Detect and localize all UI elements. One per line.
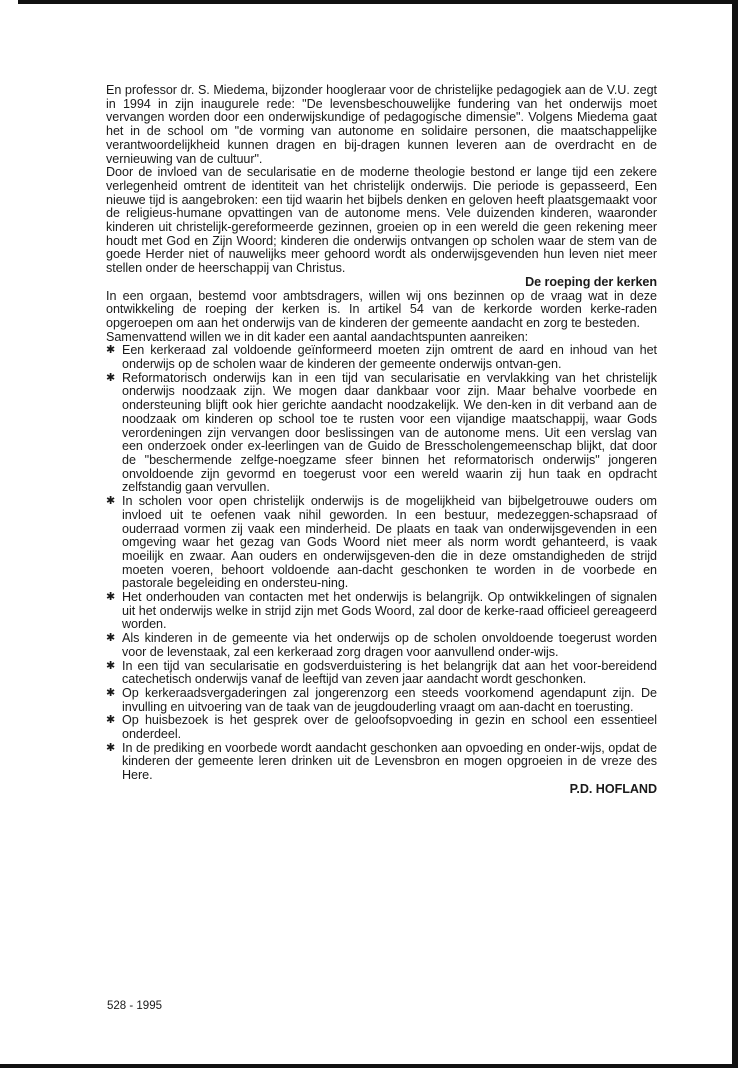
scan-edge-bottom xyxy=(0,1064,738,1068)
section-paragraph: In een orgaan, bestemd voor ambtsdragers, willen wij ons bezinnen op de vraag wat in deze ontwikkeling de roeping der kerken is. In artikel 54 van de kerkorde worden kerke-raden opgeroepen om aan het onderwijs van de kinderen der gemeente aandacht en zorg te besteden. xyxy=(106,288,657,330)
list-item xyxy=(106,372,657,495)
asterisk-bullet-icon: ✱ xyxy=(106,741,116,754)
list-item-text: In een tijd van secularisatie en godsverduistering is het belangrijk dat aan het voor-bereidend catechetisch onderwijs vanaf de leeftijd van zeven jaar aandacht wordt geschonken. xyxy=(122,658,657,687)
asterisk-bullet-icon: ✱ xyxy=(106,714,116,727)
asterisk-bullet-icon: ✱ xyxy=(106,659,116,672)
list-item xyxy=(106,714,657,741)
author-signature: P.D. HOFLAND xyxy=(569,781,657,796)
attention-points-list xyxy=(106,344,657,783)
asterisk-bullet-icon: ✱ xyxy=(106,686,116,699)
list-item-text: In scholen voor open christelijk onderwijs is de mogelijkheid van bijbelgetrouwe ouders om invloed uit te oefenen vaak nihil geworden. In een bestuur, medezeggen-schapsraad of ouderraad vormen zij vaak een minderheid. De plaats en taak van onderwijsgevenden in een omgeving waar het gezag van Gods Woord niet meer als norm wordt gehanteerd, is vaak moeilijk en zwaar. Aan ouders en onderwijsgeven-den die in deze omstandigheden de strijd moeten voeren, behoort voldoende aan-dacht geschonken te worden in de voorbede en pastorale begeleiding en ondersteu-ning. xyxy=(122,494,657,591)
section-heading: De roeping der kerken xyxy=(525,274,657,289)
list-item-text: Op kerkeraadsvergaderingen zal jongerenzorg een steeds voorkomend agendapunt zijn. De invulling en uitvoering van de taak van de jeugdouderling vraagt om aan-dacht en toerusting. xyxy=(122,685,657,714)
asterisk-bullet-icon: ✱ xyxy=(106,344,116,357)
list-item xyxy=(106,660,657,687)
asterisk-bullet-icon: ✱ xyxy=(106,591,116,604)
list-item xyxy=(106,742,657,783)
list-item-text: Reformatorisch onderwijs kan in een tijd van secularisatie en vervlakking van het christelijk onderwijs noodzaak zijn. We mogen daar dankbaar voor zijn. Maar behalve voorbede en ondersteuning blijft ook hier gerichte aandacht noodzakelijk. We den-ken in dit verband aan de noodzaak om kinderen op school toe te rusten voor een vijandige maatschappij, waar Gods verordeningen zijn vervangen door beslissingen van de autonome mens. Uit een verslag van een onderzoek onder ex-leerlingen van de Guido de Bresscholengemeenschap blijkt, dat door de "beschermende zelfge-noegzame sfeer binnen het reformatorisch onderwijs" jongeren onvoldoende zijn gevormd en toegerust voor een wereld waarin zij hun taak en opdracht zelfstandig gaan vervullen. xyxy=(122,370,657,495)
asterisk-bullet-icon: ✱ xyxy=(106,371,116,384)
list-item xyxy=(106,591,657,632)
page-number: 528 - 1995 xyxy=(107,1000,162,1012)
list-item-text: Als kinderen in de gemeente via het onderwijs op de scholen onvoldoende toegerust worden voor de levenstaak, zal een kerkeraad zorg dragen voor aanvullend onder-wijs. xyxy=(122,631,657,659)
list-item xyxy=(106,344,657,371)
list-item xyxy=(106,495,657,591)
article-body xyxy=(106,84,657,797)
list-item-text: Het onderhouden van contacten met het onderwijs is belangrijk. Op ontwikkelingen of signalen uit het onderwijs welke in strijd zijn met Gods Woord, zal door de kerke-raad officieel gereageerd worden. xyxy=(122,590,657,632)
intro-paragraph: Door de invloed van de secularisatie en de moderne theologie bestond er lange tijd een zekere verlegenheid omtrent de identiteit van het christelijk onderwijs. Die periode is gepasseerd, Een nieuwe tijd is aangebroken: een tijd waarin het bijbels denken en geloven heeft plaatsgemaakt voor de religieus-humane opvattingen van de autonome mens. Vele duizenden kinderen, waaronder kinderen uit christelijk-gereformeerde gezinnen, groeien op in een wereld die geen rekening meer houdt met God en Zijn Woord; kinderen die onderwijs ontvangen op scholen waar de stem van de goede Herder niet of nauwelijks meer gehoord wordt als onderwijsgevenden hun leven niet meer stellen onder de heerschappij van Christus. xyxy=(106,165,657,276)
list-item-text: In de prediking en voorbede wordt aandacht geschonken aan opvoeding en onder-wijs, opdat de kinderen der gemeente leren drinken uit de Levensbron en mogen opgroeien in de vreze des Here. xyxy=(122,740,657,783)
scan-edge-right xyxy=(732,0,738,1068)
section-paragraph: Samenvattend willen we in dit kader een aantal aandachtspunten aanreiken: xyxy=(106,329,529,344)
list-item xyxy=(106,687,657,714)
scan-edge-top xyxy=(18,0,738,4)
list-item-text: Op huisbezoek is het gesprek over de geloofsopvoeding in gezin en school een essentieel onderdeel. xyxy=(122,713,657,742)
asterisk-bullet-icon: ✱ xyxy=(106,495,116,508)
intro-paragraph: En professor dr. S. Miedema, bijzonder hoogleraar voor de christelijke pedagogiek aan de V.U. zegt in 1994 in zijn inaugurele rede: "De levensbeschouwelijke fundering van het onderwijs moet vervangen worden door een onderwijskundige of pedagogische dimensie". Volgens Miedema gaat het in de school om "de vorming van autonome en solidaire personen, die maatschappelijke verantwoordelijkheid kunnen dragen en bij-dragen kunnen leveren aan de overdracht en de vernieuwing van de cultuur". xyxy=(106,83,657,166)
list-item xyxy=(106,632,657,659)
list-item-text: Een kerkeraad zal voldoende geïnformeerd moeten zijn omtrent de aard en inhoud van het onderwijs op de scholen waar de kinderen der gemeente onderwijs ontvan-gen. xyxy=(122,343,657,372)
asterisk-bullet-icon: ✱ xyxy=(106,632,116,645)
